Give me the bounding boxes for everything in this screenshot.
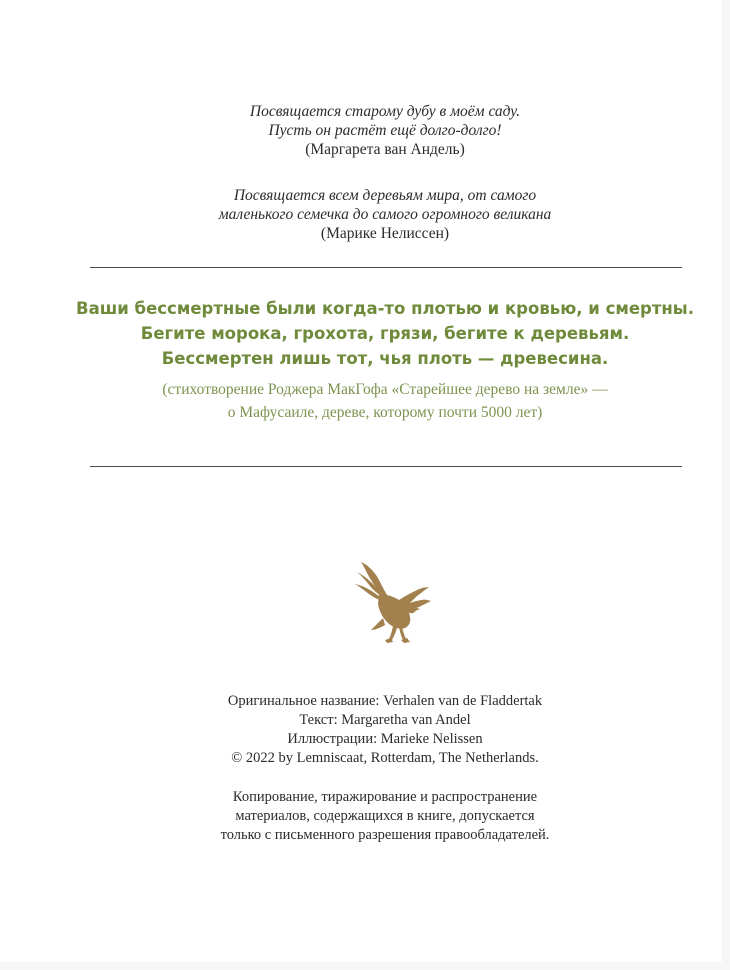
credit-line: © 2022 by Lemniscaat, Rotterdam, The Netherlands. bbox=[231, 750, 539, 766]
rights-line: только с письменного разрешения правообладателей. bbox=[220, 827, 550, 843]
divider-top bbox=[90, 267, 682, 268]
epigraph-source-line: о Мафусаиле, дереве, которому почти 5000 лет) bbox=[227, 404, 543, 421]
dedication-author: (Маргарета ван Андель) bbox=[305, 141, 465, 158]
dedication-line: Пусть он растёт ещё долго-долго! bbox=[268, 122, 502, 139]
epigraph-source-line: (стихотворение Роджера МакГофа «Старейшее дерево на земле» — bbox=[162, 381, 608, 398]
dedication-line: Посвящается всем деревьям мира, от самого bbox=[233, 187, 537, 204]
dedication-line: Посвящается старому дубу в моём саду. bbox=[249, 103, 521, 120]
dedication-2 bbox=[0, 186, 730, 243]
credit-line: Оригинальное название: Verhalen van de Fladdertak bbox=[227, 693, 543, 709]
rights-line: Копирование, тиражирование и распространение bbox=[232, 789, 538, 805]
epigraph-verse-line: Ваши бессмертные были когда-то плотью и кровью, и смертны. bbox=[76, 299, 694, 318]
credits-block bbox=[0, 692, 730, 768]
divider-bottom bbox=[90, 466, 682, 467]
eagle-logo-icon bbox=[355, 560, 433, 644]
rights-line: материалов, содержащихся в книге, допускается bbox=[235, 808, 535, 824]
epigraph-verse-line: Бессмертен лишь тот, чья плоть — древесина. bbox=[161, 349, 609, 368]
epigraph bbox=[0, 296, 730, 424]
dedication-1 bbox=[0, 102, 730, 159]
dedication-line: маленького семечка до самого огромного великана bbox=[218, 206, 552, 223]
rights-notice bbox=[0, 788, 730, 845]
credit-line: Иллюстрации: Marieke Nelissen bbox=[287, 731, 483, 747]
credit-line: Текст: Margaretha van Andel bbox=[299, 712, 471, 728]
epigraph-verse-line: Бегите морока, грохота, грязи, бегите к деревьям. bbox=[140, 324, 630, 343]
dedication-author: (Марике Нелиссен) bbox=[320, 225, 450, 242]
